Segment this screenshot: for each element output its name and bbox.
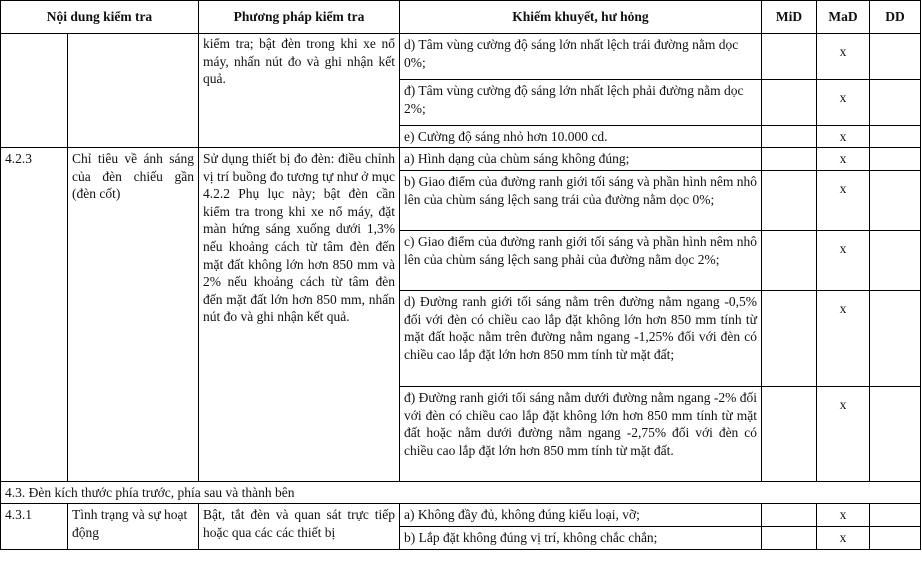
dd-cell bbox=[870, 171, 921, 231]
mid-cell bbox=[762, 34, 817, 80]
item-number: 4.2.3 bbox=[1, 148, 68, 482]
defect-text: b) Giao điểm của đường ranh giới tối sáng và phần hình nêm nhô lên của chùm sáng lệch sang trái của đường nằm dọc 0%; bbox=[400, 171, 762, 231]
item-method-text: Sử dụng thiết bị đo đèn: điều chỉnh vị trí buồng đo tương tự như ở mục 4.2.2 Phụ lục này; bật đèn cần kiểm tra trong khi xe nổ máy, đặt màn hứng sáng xuống dưới 1,3% nếu khoảng cách từ tâm đèn đến mặt đất không lớn hơn 850 mm và 2% nếu khoảng cách từ tâm đèn đến mặt đất lớn hơn 850 mm, nhấn nút đo và ghi nhận kết quả. bbox=[199, 148, 400, 482]
mad-mark: x bbox=[817, 527, 870, 550]
defect-text: d) Tâm vùng cường độ sáng lớn nhất lệch trái đường nằm dọc 0%; bbox=[400, 34, 762, 80]
mid-cell bbox=[762, 291, 817, 387]
cont-number-cell bbox=[1, 34, 68, 148]
mid-cell bbox=[762, 504, 817, 527]
mid-cell bbox=[762, 80, 817, 126]
mad-mark: x bbox=[817, 148, 870, 171]
dd-cell bbox=[870, 504, 921, 527]
mad-mark: x bbox=[817, 34, 870, 80]
defect-text: đ) Tâm vùng cường độ sáng lớn nhất lệch phải đường nằm dọc 2%; bbox=[400, 80, 762, 126]
dd-cell bbox=[870, 34, 921, 80]
item-method-text: Bật, tắt đèn và quan sát trực tiếp hoặc qua các các thiết bị bbox=[199, 504, 400, 550]
defect-text: d) Đường ranh giới tối sáng nằm trên đường nằm ngang -0,5% đối với đèn có chiều cao lắp đặt không lớn hơn 850 mm tính từ mặt đất hoặc nằm trên đường nằm ngang -1,25% đối với đèn có chiều cao lắp đặt lớn hơn 850 mm tính từ mặt đất; bbox=[400, 291, 762, 387]
dd-cell bbox=[870, 126, 921, 148]
defect-text: e) Cường độ sáng nhỏ hơn 10.000 cd. bbox=[400, 126, 762, 148]
item-title: Tình trạng và sự hoạt động bbox=[68, 504, 199, 550]
mid-cell bbox=[762, 171, 817, 231]
defect-text: đ) Đường ranh giới tối sáng nằm dưới đường nằm ngang -2% đối với đèn có chiều cao lắp đặt không lớn hơn 850 mm tính từ mặt đất hoặc nằm dưới đường nằm ngang -2,75% đối với đèn có chiều cao lắp đặt lớn hơn 850 mm tính từ mặt đất. bbox=[400, 387, 762, 482]
mad-mark: x bbox=[817, 387, 870, 482]
dd-cell bbox=[870, 387, 921, 482]
dd-cell bbox=[870, 291, 921, 387]
dd-cell bbox=[870, 527, 921, 550]
mad-mark: x bbox=[817, 171, 870, 231]
header-content: Nội dung kiểm tra bbox=[1, 1, 199, 34]
dd-cell bbox=[870, 148, 921, 171]
cont-method-text: kiểm tra; bật đèn trong khi xe nổ máy, nhấn nút đo và ghi nhận kết quả. bbox=[199, 34, 400, 148]
mid-cell bbox=[762, 527, 817, 550]
mad-mark: x bbox=[817, 126, 870, 148]
mid-cell bbox=[762, 231, 817, 291]
section-heading: 4.3. Đèn kích thước phía trước, phía sau và thành bên bbox=[1, 482, 921, 504]
header-defect: Khiếm khuyết, hư hỏng bbox=[400, 1, 762, 34]
item-number: 4.3.1 bbox=[1, 504, 68, 550]
mad-mark: x bbox=[817, 80, 870, 126]
dd-cell bbox=[870, 80, 921, 126]
dd-cell bbox=[870, 231, 921, 291]
header-mad: MaD bbox=[817, 1, 870, 34]
mid-cell bbox=[762, 126, 817, 148]
header-dd: DD bbox=[870, 1, 921, 34]
mid-cell bbox=[762, 387, 817, 482]
defect-text: a) Không đầy đủ, không đúng kiểu loại, vỡ; bbox=[400, 504, 762, 527]
defect-text: c) Giao điểm của đường ranh giới tối sáng và phần hình nêm nhô lên của chùm sáng lệch sang phải của đường nằm dọc 2%; bbox=[400, 231, 762, 291]
mad-mark: x bbox=[817, 291, 870, 387]
mid-cell bbox=[762, 148, 817, 171]
cont-title-cell bbox=[68, 34, 199, 148]
header-mid: MiD bbox=[762, 1, 817, 34]
defect-text: b) Lắp đặt không đúng vị trí, không chắc chắn; bbox=[400, 527, 762, 550]
mad-mark: x bbox=[817, 504, 870, 527]
defect-text: a) Hình dạng của chùm sáng không đúng; bbox=[400, 148, 762, 171]
mad-mark: x bbox=[817, 231, 870, 291]
item-title: Chỉ tiêu về ánh sáng của đèn chiếu gần (đèn cốt) bbox=[68, 148, 199, 482]
header-method: Phương pháp kiểm tra bbox=[199, 1, 400, 34]
